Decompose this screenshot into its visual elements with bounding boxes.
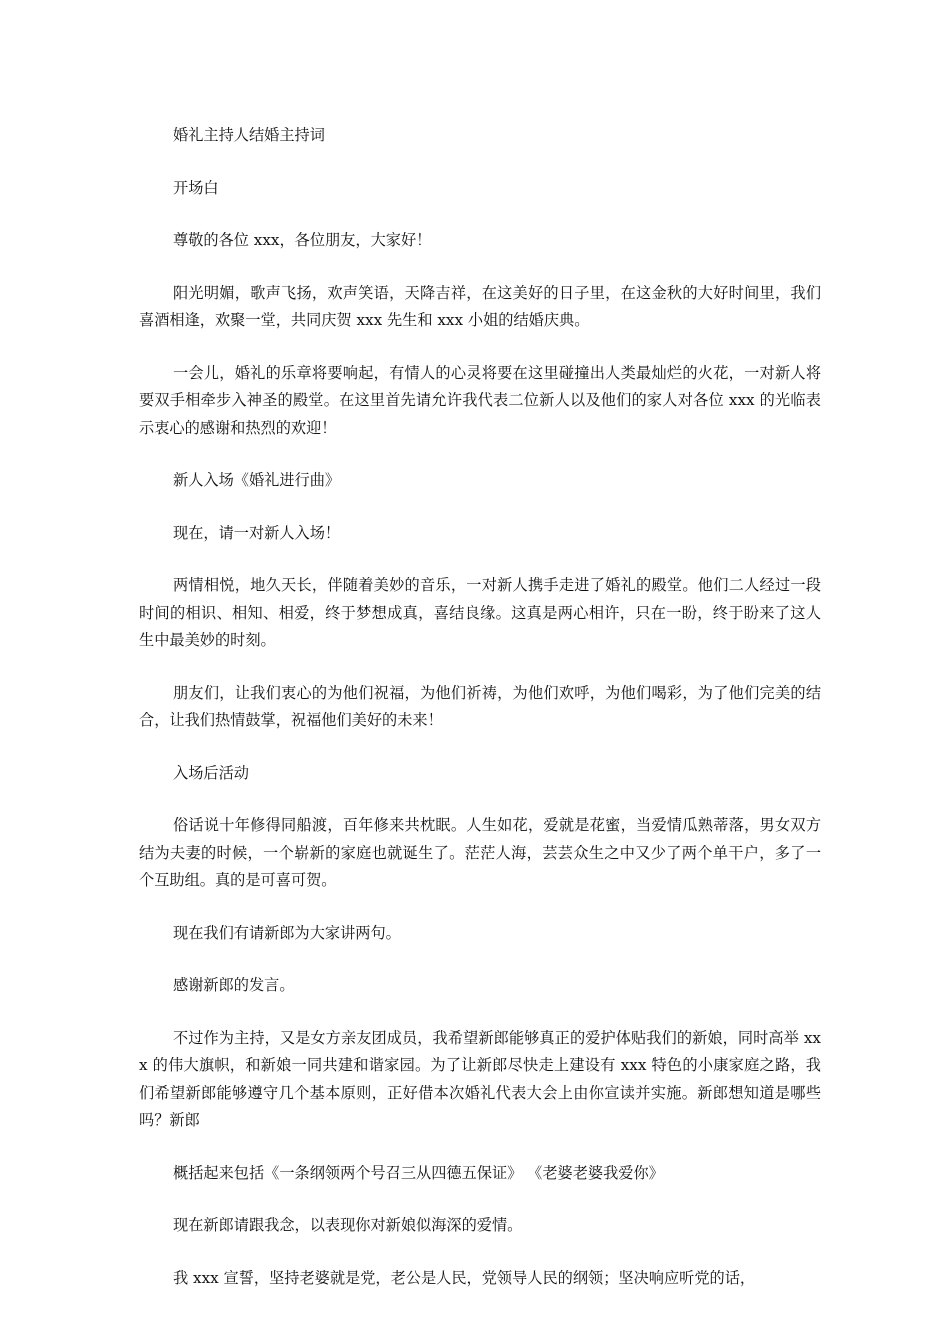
paragraph: 一会儿，婚礼的乐章将要响起，有情人的心灵将要在这里碰撞出人类最灿烂的火花，一对新人将要双手相牵步入神圣的殿堂。在这里首先请允许我代表二位新人以及他们的家人对各位 xxx 的光临表示衷心的感谢和热烈的欢迎！: [139, 363, 821, 437]
paragraph: 现在，请一对新人入场！: [173, 523, 341, 542]
paragraph: 俗话说十年修得同船渡，百年修来共枕眠。人生如花，爱就是花蜜，当爱情瓜熟蒂落，男女双方结为夫妻的时候，一个崭新的家庭也就诞生了。茫茫人海，芸芸众生之中又少了两个单干户，多了一个互助组。真的是可喜可贺。: [139, 816, 821, 889]
paragraph: 我 xxx 宣誓，坚持老婆就是党，老公是人民，党领导人民的纲领；坚决响应听党的话，: [173, 1268, 756, 1287]
section-heading-entrance: 新人入场《婚礼进行曲》: [173, 471, 341, 489]
paragraph: 阳光明媚，歌声飞扬，欢声笑语，天降吉祥，在这美好的日子里，在这金秋的大好时间里，我们喜酒相逢，欢聚一堂，共同庆贺 xxx 先生和 xxx 小姐的结婚庆典。: [139, 283, 821, 329]
paragraph: 感谢新郎的发言。: [173, 976, 295, 994]
section-heading-after-entrance: 入场后活动: [173, 763, 249, 782]
paragraph: 两情相悦，地久天长，伴随着美妙的音乐，一对新人携手走进了婚礼的殿堂。他们二人经过一段时间的相识、相知、相爱，终于梦想成真，喜结良缘。这真是两心相许，只在一盼，终于盼来了这人生中最美妙的时刻。: [139, 576, 821, 649]
paragraph: 尊敬的各位 xxx，各位朋友，大家好！: [173, 231, 432, 249]
section-heading-opening: 开场白: [173, 178, 219, 197]
document-page: [139, 122, 821, 1317]
paragraph: 现在新郎请跟我念，以表现你对新娘似海深的爱情。: [173, 1216, 523, 1234]
paragraph: 概括起来包括《一条纲领两个号召三从四德五保证》 《老婆老婆我爱你》: [173, 1163, 664, 1182]
paragraph: 朋友们，让我们衷心的为他们祝福，为他们祈祷，为他们欢呼，为他们喝彩，为了他们完美的结合，让我们热情鼓掌，祝福他们美好的未来！: [139, 683, 821, 729]
paragraph: 现在我们有请新郎为大家讲两句。: [173, 923, 401, 942]
paragraph: 不过作为主持，又是女方亲友团成员，我希望新郎能够真正的爱护体贴我们的新娘，同时高举 xxx 的伟大旗帜，和新娘一同共建和谐家园。为了让新郎尽快走上建设有 xxx 特色的小康家庭之路，我们希望新郎能够遵守几个基本原则，正好借本次婚礼代表大会上由你宣读并实施。新郎想知道是哪些吗？新郎: [139, 1028, 821, 1129]
document-title: 婚礼主持人结婚主持词: [173, 126, 325, 144]
